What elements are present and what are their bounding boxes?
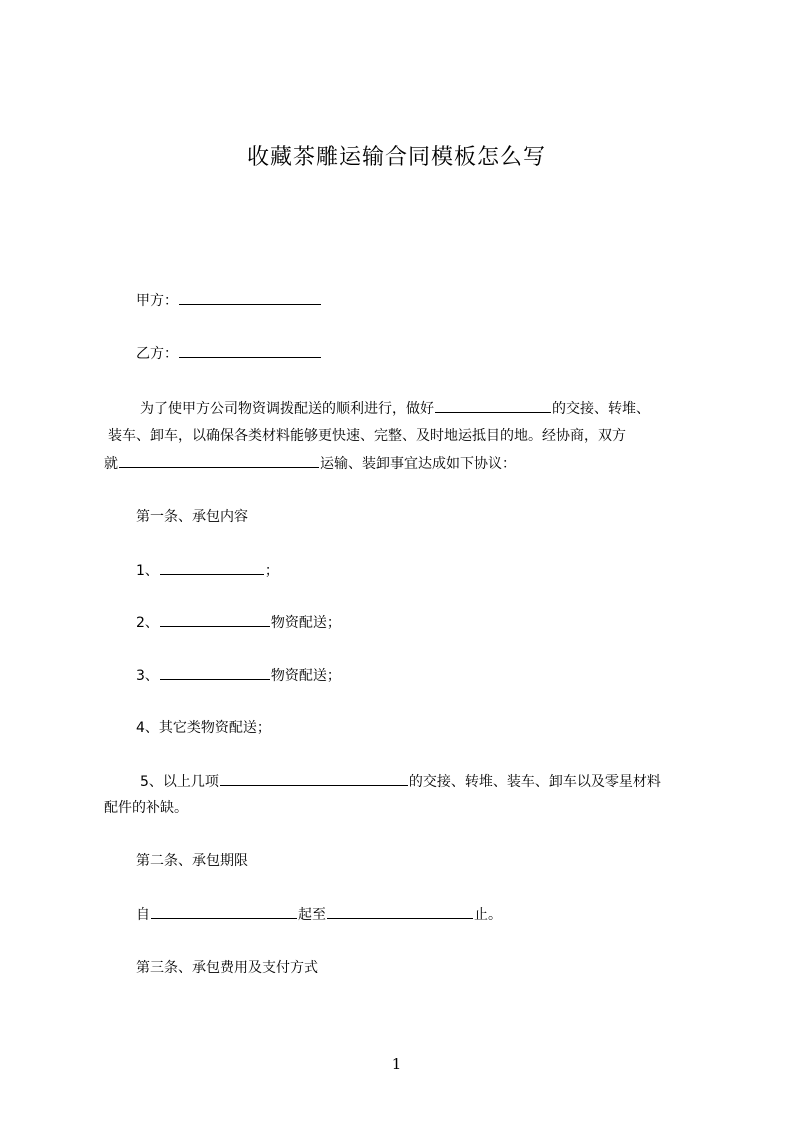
article-1-item-1 xyxy=(136,560,279,581)
article-2-heading: 第二条、承包期限 xyxy=(136,853,248,869)
intro-text-3b: 运输、装卸事宜达成如下协议： xyxy=(320,456,516,472)
item-1-suffix: ； xyxy=(264,563,279,579)
page-number: 1 xyxy=(391,1055,402,1073)
period-end-label: 止。 xyxy=(474,907,502,923)
item-2-suffix: 物资配送； xyxy=(270,615,341,631)
item-5-prefix: 5、以上几项 xyxy=(140,774,219,790)
item-3-blank xyxy=(160,665,270,680)
period-from-label: 自 xyxy=(136,907,150,923)
intro-text-1b: 的交接、转堆、 xyxy=(552,401,650,417)
period-to-blank xyxy=(327,904,473,919)
item-5-suffix: 的交接、转堆、装车、卸车以及零星材料 xyxy=(408,774,661,790)
item-3-suffix: 物资配送； xyxy=(270,668,341,684)
article-1-item-4: 4、其它类物资配送； xyxy=(136,720,271,736)
intro-blank-2 xyxy=(119,453,319,468)
party-b-line xyxy=(136,343,322,364)
intro-line-2 xyxy=(108,426,626,446)
period-to-label: 起至 xyxy=(298,907,326,923)
article-1-item-3 xyxy=(136,665,341,686)
item-5-blank xyxy=(220,771,408,786)
period-from-blank xyxy=(151,904,297,919)
article-1-heading: 第一条、承包内容 xyxy=(136,509,248,525)
intro-line-1 xyxy=(140,398,650,419)
party-a-label: 甲方： xyxy=(136,293,178,309)
party-b-label: 乙方： xyxy=(136,346,178,362)
item-3-prefix: 3、 xyxy=(136,668,159,684)
item-2-blank xyxy=(160,612,270,627)
item-1-prefix: 1、 xyxy=(136,563,159,579)
intro-text-3a: 就 xyxy=(104,456,118,472)
intro-text-2: 装车、卸车，以确保各类材料能够更快速、完整、及时地运抵目的地。经协商，双方 xyxy=(108,428,626,444)
party-a-blank xyxy=(179,290,321,305)
item-1-blank xyxy=(160,560,264,575)
intro-text-1a: 为了使甲方公司物资调拨配送的顺利进行，做好 xyxy=(140,401,434,417)
article-1-item-5 xyxy=(140,771,661,792)
document-title: 收藏茶雕运输合同模板怎么写 xyxy=(246,145,546,170)
intro-blank-1 xyxy=(435,398,551,413)
party-a-line xyxy=(136,290,322,311)
article-1-item-5-cont: 配件的补缺。 xyxy=(104,800,188,816)
intro-line-3 xyxy=(104,453,516,474)
item-2-prefix: 2、 xyxy=(136,615,159,631)
article-3-heading: 第三条、承包费用及支付方式 xyxy=(136,960,318,976)
article-1-item-2 xyxy=(136,612,341,633)
article-2-period xyxy=(136,904,502,925)
party-b-blank xyxy=(179,343,321,358)
